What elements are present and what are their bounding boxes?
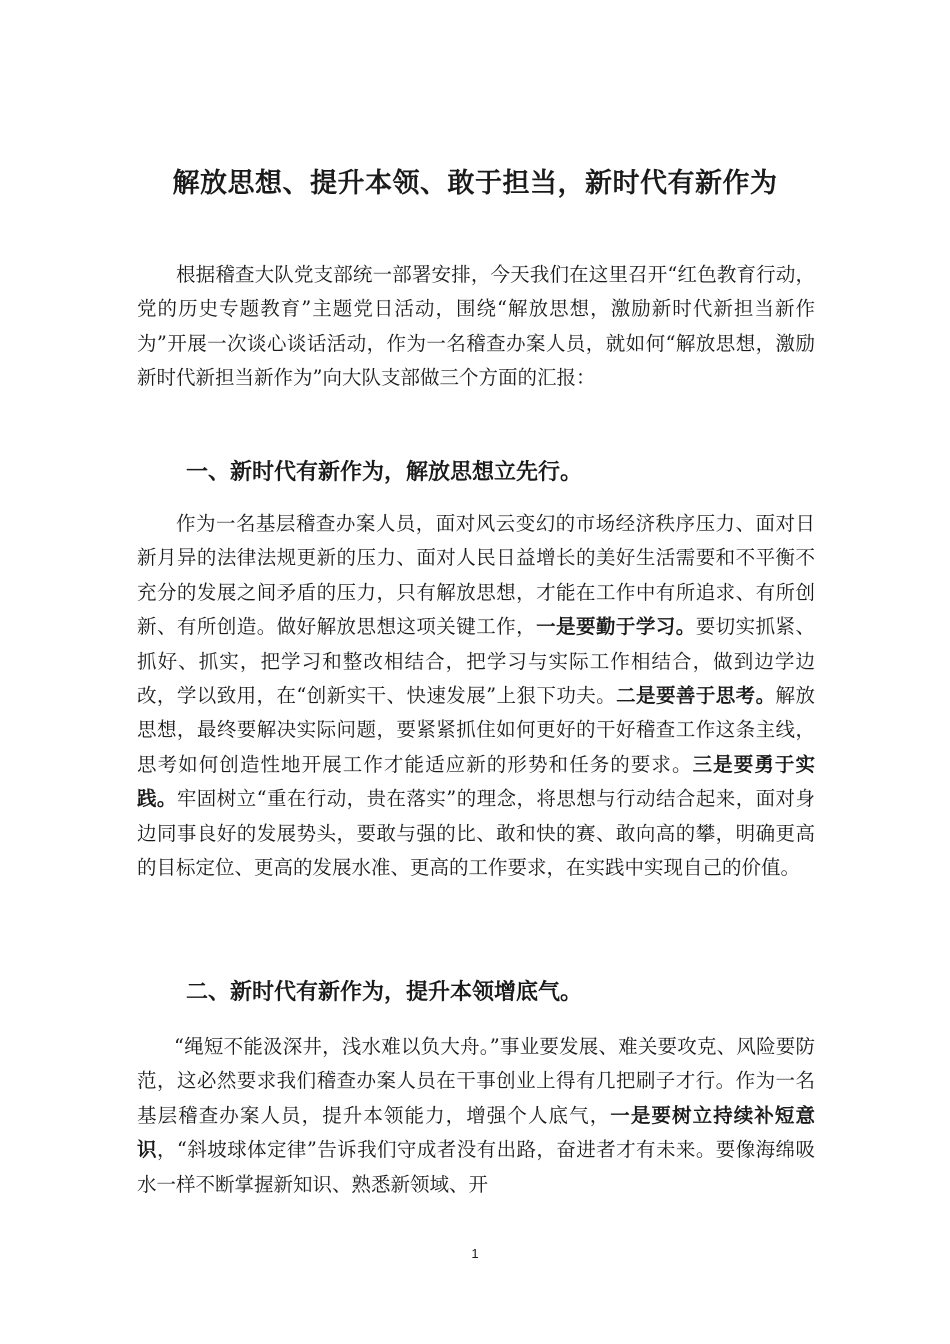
section-2-text-1: “绳短不能汲深井，浅水难以负大舟。”事业要发展、难关要攻克、风险要防范，这必然要求我们稽查办案人员在干事创业上得有几把刷子才行。作为一名基层稽查办案人员，提升本领能力，增强个人底气， bbox=[137, 1035, 815, 1127]
document-title: 解放思想、提升本领、敢于担当，新时代有新作为 bbox=[172, 168, 778, 199]
section-1-text-4: 牢固树立“重在行动，贵在落实”的理念，将思想与行动结合起来，面对身边同事良好的发展势头，要敢与强的比、敢和快的赛、敢向高的攀，明确更高的目标定位、更高的发展水准、更高的工作要求，在实践中实现自己的价值。 bbox=[137, 787, 815, 880]
intro-paragraph: 根据稽查大队党支部统一部署安排，今天我们在这里召开“红色教育行动，党的历史专题教育”主题党日活动，围绕“解放思想，激励新时代新担当新作为”开展一次谈心谈话活动，作为一名稽查办案人员，就如何“解放思想，激励新时代新担当新作为”向大队支部做三个方面的汇报： bbox=[137, 263, 815, 390]
section-2-text-2: ，“斜坡球体定律”告诉我们守成者没有出路，奋进者才有未来。要像海绵吸水一样不断掌握新知识、熟悉新领域、开 bbox=[137, 1138, 815, 1196]
section-1-heading: 一、新时代有新作为，解放思想立先行。 bbox=[186, 460, 583, 485]
section-2-paragraph bbox=[137, 1030, 815, 1202]
section-1-paragraph bbox=[137, 507, 815, 885]
section-1-text-3: 解放思想，最终要解决实际问题，要紧紧抓住如何更好的干好稽查工作这条主线，思考如何创造性地开展工作才能适应新的形势和任务的要求。 bbox=[137, 684, 815, 776]
section-2-heading: 二、新时代有新作为，提升本领增底气。 bbox=[186, 980, 583, 1005]
section-1-text-2: 要切实抓紧、抓好、抓实，把学习和整改相结合，把学习与实际工作相结合，做到边学边改，学以致用，在“创新实干、快速发展”上狠下功夫。 bbox=[137, 615, 815, 708]
section-1-text-1: 作为一名基层稽查办案人员，面对风云变幻的市场经济秩序压力、面对日新月异的法律法规更新的压力、面对人民日益增长的美好生活需要和不平衡不充分的发展之间矛盾的压力，只有解放思想，才能在工作中有所追求、有所创新、有所创造。做好解放思想这项关键工作， bbox=[137, 512, 815, 639]
section-1-point-3: 三是要勇于实践。 bbox=[137, 752, 815, 811]
section-1-point-1: 一是要勤于学习。 bbox=[536, 615, 696, 639]
section-2-point-1: 一是要树立持续补短意识 bbox=[137, 1103, 815, 1162]
page-number: 1 bbox=[471, 1246, 479, 1261]
section-1-point-2: 二是要善于思考。 bbox=[616, 684, 776, 708]
